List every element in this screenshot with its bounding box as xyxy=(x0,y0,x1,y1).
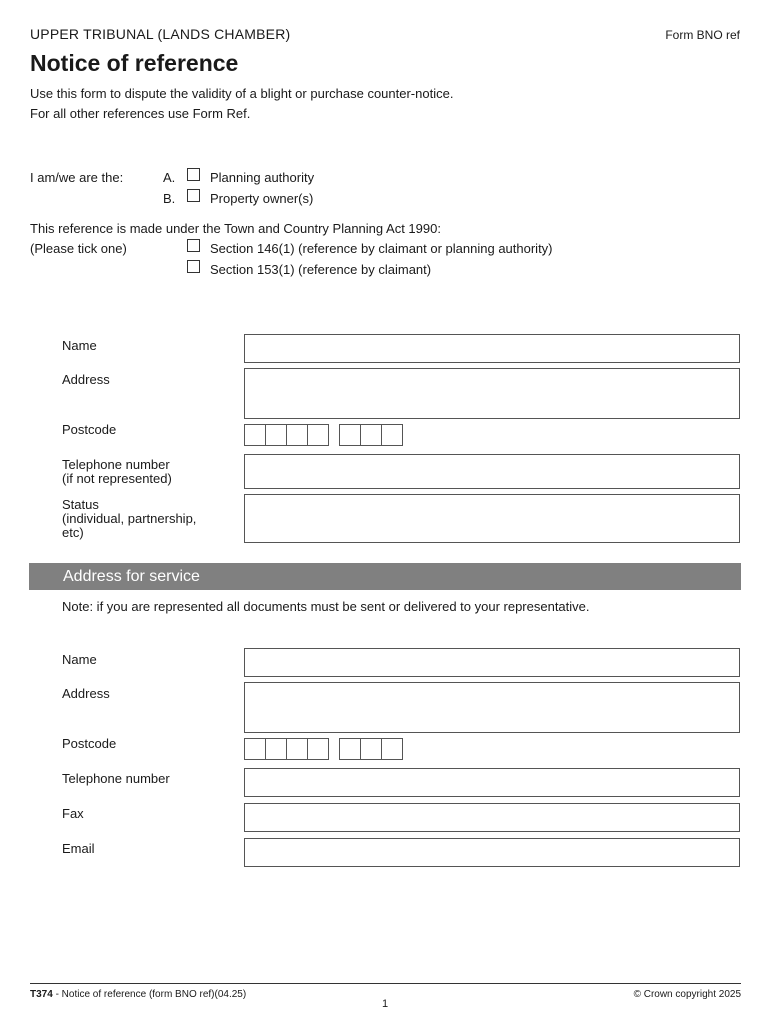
service-address-field[interactable] xyxy=(244,682,740,733)
form-description: - Notice of reference (form BNO ref)(04.25) xyxy=(52,989,247,1000)
footer-form-info xyxy=(30,989,246,1000)
service-fax-field[interactable] xyxy=(244,803,740,832)
address-field[interactable] xyxy=(244,368,740,419)
postcode-cell[interactable] xyxy=(286,738,308,760)
page-title: Notice of reference xyxy=(30,50,239,76)
service-fax-label: Fax xyxy=(62,806,84,821)
option-a-letter: A. xyxy=(163,170,176,185)
postcode-field[interactable] xyxy=(244,424,402,446)
telephone-field[interactable] xyxy=(244,454,740,489)
service-name-label: Name xyxy=(62,652,97,667)
postcode-cell[interactable] xyxy=(360,424,382,446)
postcode-cell[interactable] xyxy=(286,424,308,446)
status-label-line-3: etc) xyxy=(62,525,84,540)
representation-note: Note: if you are represented all documents must be sent or delivered to your representative. xyxy=(62,599,590,614)
intro-line-2: For all other references use Form Ref. xyxy=(30,106,251,121)
name-label: Name xyxy=(62,338,97,353)
service-email-label: Email xyxy=(62,841,95,856)
address-label: Address xyxy=(62,372,110,387)
form-reference: Form BNO ref xyxy=(665,28,740,42)
tick-one-instruction: (Please tick one) xyxy=(30,241,127,256)
postcode-cell[interactable] xyxy=(360,738,382,760)
tribunal-name: UPPER TRIBUNAL (LANDS CHAMBER) xyxy=(30,26,291,42)
telephone-label xyxy=(62,458,172,486)
postcode-label: Postcode xyxy=(62,422,117,437)
service-email-field[interactable] xyxy=(244,838,740,867)
party-label: I am/we are the: xyxy=(30,170,124,185)
telephone-label-line-1: Telephone number xyxy=(62,457,170,472)
page-number: 1 xyxy=(382,998,389,1010)
status-label-line-1: Status xyxy=(62,497,99,512)
postcode-cell[interactable] xyxy=(381,738,403,760)
postcode-cell[interactable] xyxy=(265,738,287,760)
postcode-cell[interactable] xyxy=(339,424,361,446)
option-b-letter: B. xyxy=(163,191,176,206)
service-postcode-field[interactable] xyxy=(244,738,402,760)
service-postcode-label: Postcode xyxy=(62,736,117,751)
intro-line-1: Use this form to dispute the validity of a blight or purchase counter-notice. xyxy=(30,86,454,101)
copyright-notice: © Crown copyright 2025 xyxy=(633,989,741,1000)
planning-authority-label: Planning authority xyxy=(210,170,315,185)
service-telephone-label: Telephone number xyxy=(62,771,170,786)
name-field[interactable] xyxy=(244,334,740,363)
service-telephone-field[interactable] xyxy=(244,768,740,797)
service-name-field[interactable] xyxy=(244,648,740,677)
postcode-cell[interactable] xyxy=(244,424,266,446)
postcode-cell[interactable] xyxy=(307,738,329,760)
service-address-label: Address xyxy=(62,686,110,701)
postcode-cell[interactable] xyxy=(244,738,266,760)
property-owner-label: Property owner(s) xyxy=(210,191,314,206)
postcode-cell[interactable] xyxy=(339,738,361,760)
section-146-label: Section 146(1) (reference by claimant or planning authority) xyxy=(210,241,553,256)
property-owner-checkbox[interactable] xyxy=(187,189,200,202)
postcode-cell[interactable] xyxy=(307,424,329,446)
section-146-checkbox[interactable] xyxy=(187,239,200,252)
address-for-service-heading: Address for service xyxy=(29,563,741,590)
postcode-cell[interactable] xyxy=(265,424,287,446)
status-label xyxy=(62,498,196,540)
status-label-line-2: (individual, partnership, xyxy=(62,511,197,526)
postcode-cell[interactable] xyxy=(381,424,403,446)
planning-authority-checkbox[interactable] xyxy=(187,168,200,181)
telephone-label-line-2: (if not represented) xyxy=(62,471,172,486)
section-153-label: Section 153(1) (reference by claimant) xyxy=(210,262,432,277)
section-153-checkbox[interactable] xyxy=(187,260,200,273)
footer-divider xyxy=(30,983,741,984)
status-field[interactable] xyxy=(244,494,740,543)
form-code: T374 xyxy=(30,989,53,1000)
reference-statement: This reference is made under the Town and Country Planning Act 1990: xyxy=(30,221,441,236)
